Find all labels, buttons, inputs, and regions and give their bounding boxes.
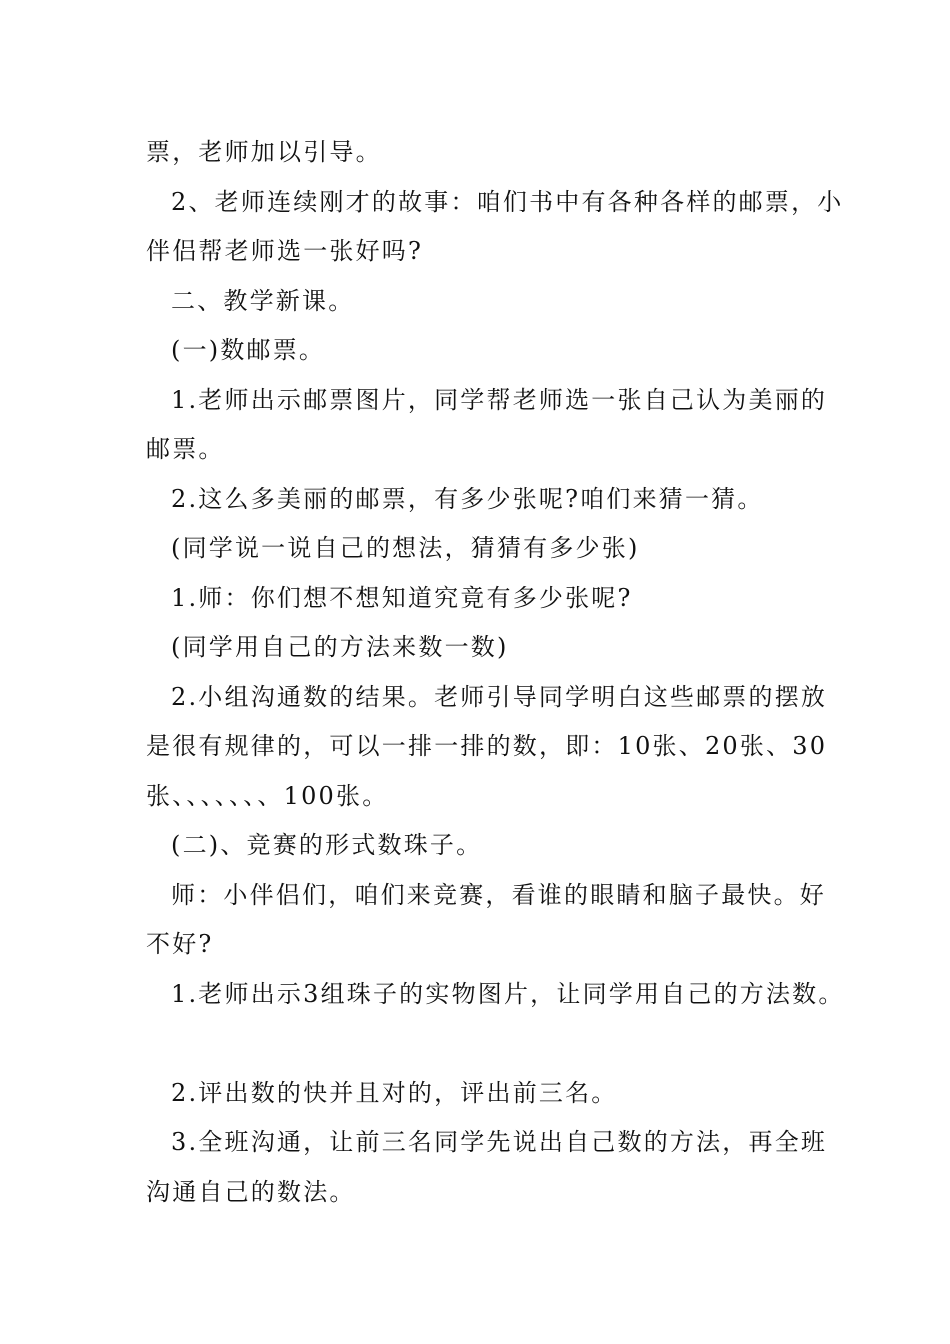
- paragraph-8: 1.师：你们想不想知道究竟有多少张呢?: [171, 583, 633, 612]
- paragraph-2: 2、老师连续刚才的故事：咱们书中有各种各样的邮票，小伴侣帮老师选一张好吗?: [146, 187, 844, 265]
- paragraph-5: 1.老师出示邮票图片，同学帮老师选一张自己认为美丽的邮票。: [146, 385, 828, 463]
- paragraph-7: (同学说一说自己的想法，猜猜有多少张): [171, 534, 640, 562]
- paragraph-gap: [146, 1019, 846, 1069]
- paragraph-12: 师：小伴侣们，咱们来竞赛，看谁的眼睛和脑子最快。好不好?: [146, 880, 826, 958]
- paragraph-14: 2.评出数的快并且对的，评出前三名。: [171, 1078, 618, 1107]
- document-body: [146, 128, 846, 1217]
- paragraph-10: 2.小组沟通数的结果。老师引导同学明白这些邮票的摆放是很有规律的，可以一排一排的数，即：10张、20张、30张、、、、、、、100张。: [146, 682, 828, 810]
- paragraph-11: (二)、竞赛的形式数珠子。: [171, 831, 483, 859]
- paragraph-4: (一)数邮票。: [171, 336, 326, 364]
- paragraph-6: 2.这么多美丽的邮票，有多少张呢?咱们来猜一猜。: [171, 484, 764, 513]
- paragraph-15: 3.全班沟通，让前三名同学先说出自己数的方法，再全班沟通自己的数法。: [146, 1128, 828, 1206]
- paragraph-3: 二、教学新课。: [171, 286, 355, 315]
- paragraph-9: (同学用自己的方法来数一数): [171, 633, 509, 661]
- paragraph-13: 1.老师出示3组珠子的实物图片，让同学用自己的方法数。: [171, 979, 845, 1008]
- paragraph-1: 票，老师加以引导。: [146, 138, 382, 166]
